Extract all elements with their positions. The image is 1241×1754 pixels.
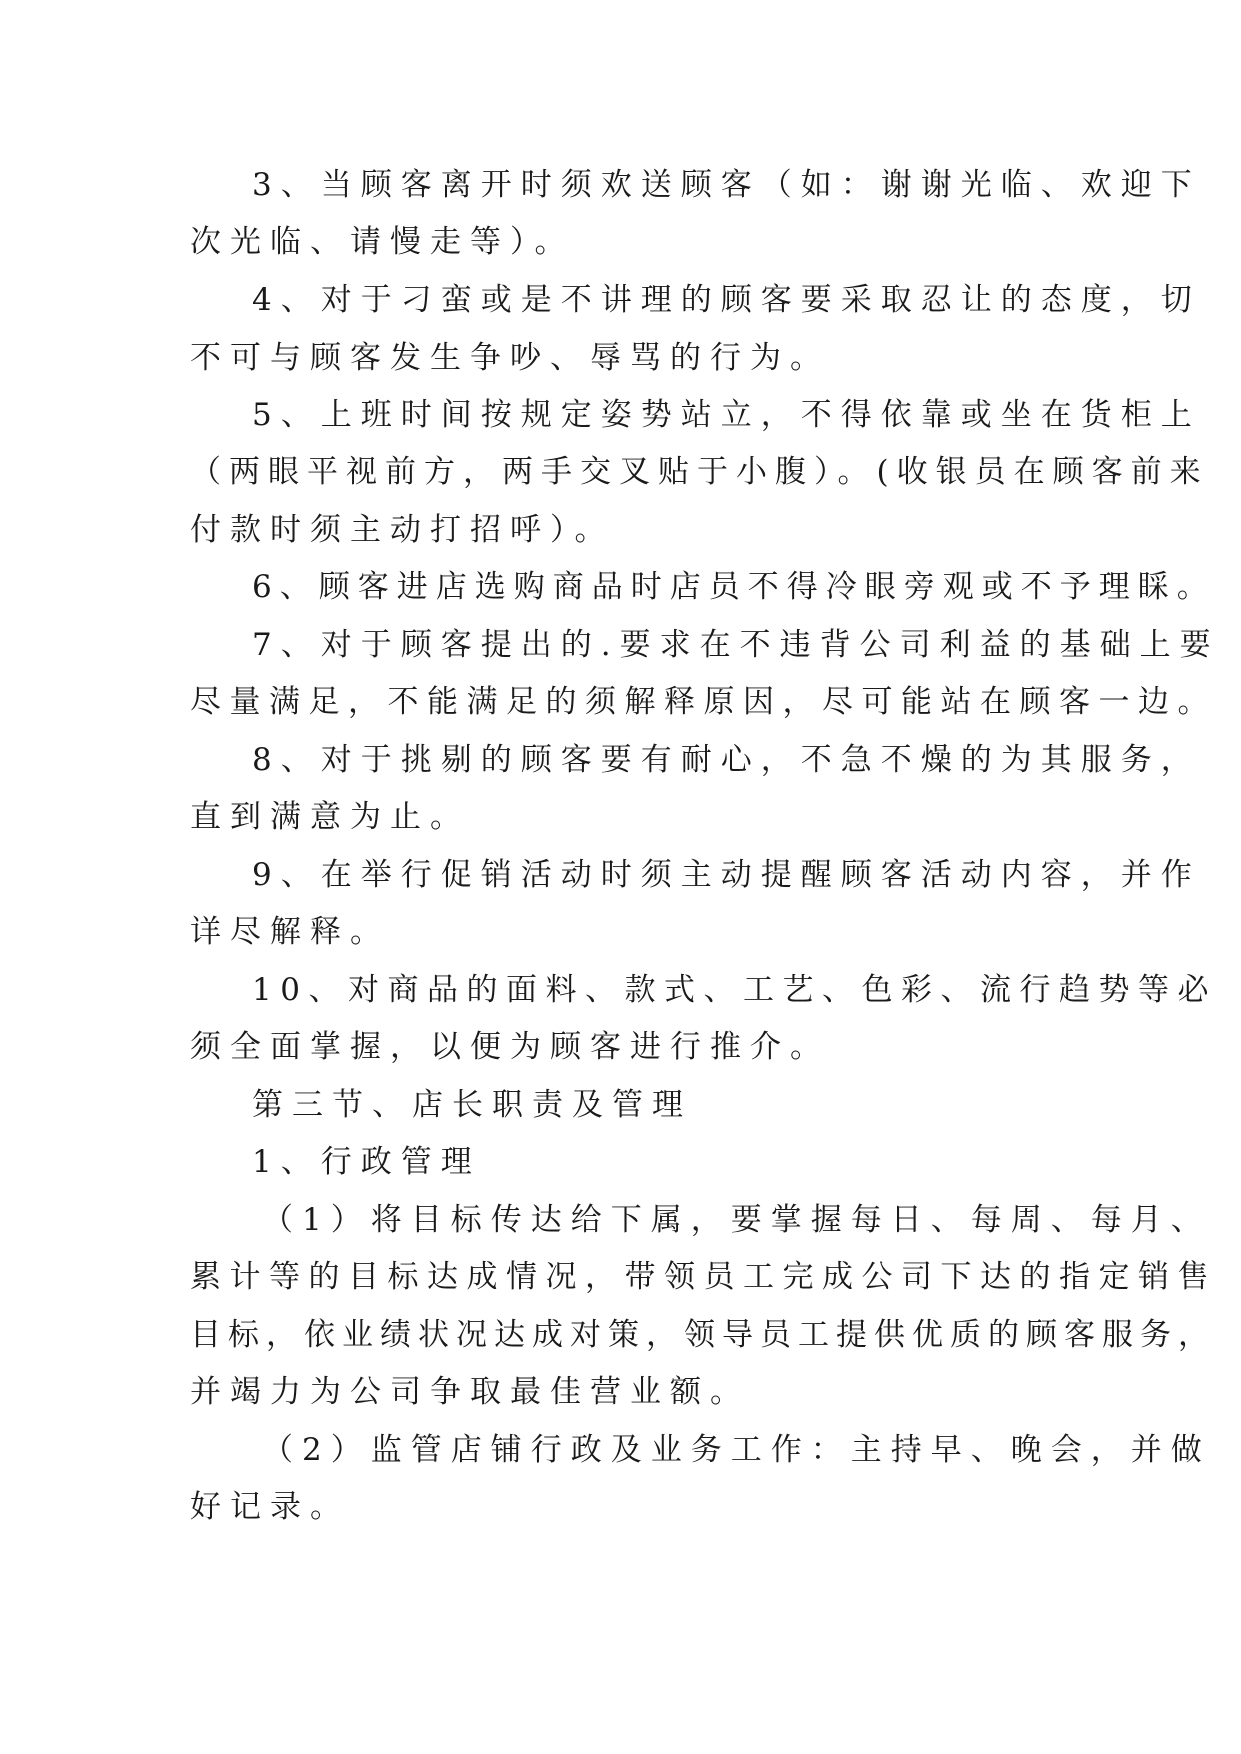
- paragraph-10-line-1: 10、对商品的面料、款式、工艺、色彩、流行趋势等必: [252, 972, 1217, 1008]
- paragraph-9-line-1: 9、在举行促销活动时须主动提醒顾客活动内容，并作: [252, 857, 1201, 893]
- item-1-line-4: 并竭力为公司争取最佳营业额。: [190, 1374, 750, 1410]
- item-2-line-2: 好记录。: [190, 1489, 350, 1525]
- paragraph-5-line-1: 5、上班时间按规定姿势站立，不得依靠或坐在货柜上: [252, 397, 1201, 433]
- paragraph-6-line-1: 6、顾客进店选购商品时店员不得冷眼旁观或不予理睬。: [252, 569, 1216, 605]
- paragraph-7-line-1: 7、对于顾客提出的.要求在不违背公司利益的基础上要: [252, 627, 1220, 663]
- item-1-line-3: 目标，依业绩状况达成对策，领导员工提供优质的顾客服务，: [190, 1317, 1216, 1353]
- paragraph-9-line-2: 详尽解释。: [190, 914, 390, 950]
- subsection-heading: 1、行政管理: [252, 1144, 481, 1180]
- paragraph-3-line-1: 3、当顾客离开时须欢送顾客（如：谢谢光临、欢迎下: [252, 167, 1201, 203]
- paragraph-7-line-2: 尽量满足，不能满足的须解释原因，尽可能站在顾客一边。: [190, 684, 1217, 720]
- paragraph-3-line-2: 次光临、请慢走等）。: [190, 224, 575, 260]
- item-1-line-2: 累计等的目标达成情况，带领员工完成公司下达的指定销售: [190, 1259, 1217, 1295]
- paragraph-8-line-1: 8、对于挑剔的顾客要有耐心，不急不燥的为其服务，: [252, 742, 1201, 778]
- item-2-line-1: （2）监管店铺行政及业务工作：主持早、晚会，并做: [262, 1432, 1211, 1468]
- paragraph-4-line-2: 不可与顾客发生争吵、辱骂的行为。: [190, 340, 830, 376]
- paragraph-4-line-1: 4、对于刁蛮或是不讲理的顾客要采取忍让的态度，切: [252, 282, 1201, 318]
- section-heading: 第三节、店长职责及管理: [252, 1087, 692, 1123]
- paragraph-5-line-3: 付款时须主动打招呼）。: [190, 512, 615, 548]
- paragraph-8-line-2: 直到满意为止。: [190, 799, 470, 835]
- item-1-line-1: （1）将目标传达给下属，要掌握每日、每周、每月、: [262, 1202, 1211, 1238]
- paragraph-5-line-2: （两眼平视前方，两手交叉贴于小腹）。(收银员在顾客前来: [190, 454, 1209, 490]
- paragraph-10-line-2: 须全面掌握，以便为顾客进行推介。: [190, 1029, 830, 1065]
